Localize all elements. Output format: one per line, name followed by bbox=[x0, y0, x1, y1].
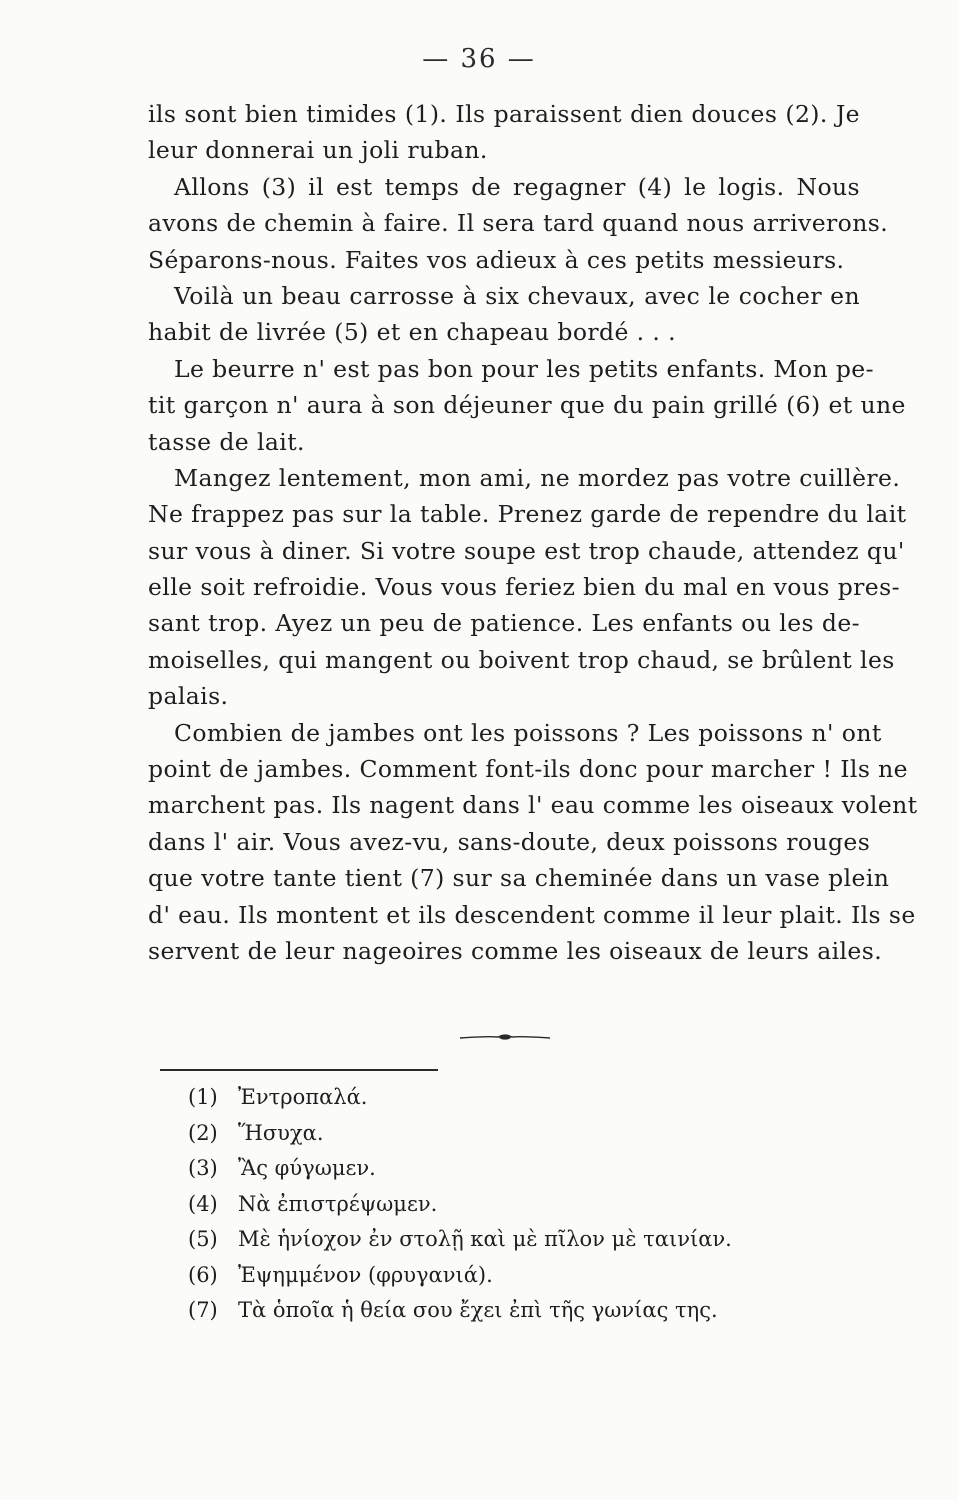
footnote-rule bbox=[160, 1069, 438, 1071]
footnote-number: (2) bbox=[188, 1120, 218, 1145]
text-line: tasse de lait. bbox=[148, 427, 305, 456]
text-line: sant trop. Ayez un peu de patience. Les enfants ou les de- bbox=[148, 609, 860, 638]
footnote-text: Τὰ ὁποῖα ἡ θεία σου ἔχει ἐπὶ τῆς γωνίας της. bbox=[238, 1298, 718, 1322]
footnote bbox=[188, 1293, 808, 1329]
text-line: Allons (3) il est temps de regagner (4) le logis. Nous bbox=[174, 172, 860, 201]
text-line: Ne frappez pas sur la table. Prenez garde de rependre du lait bbox=[148, 500, 907, 529]
text-line: sur vous à diner. Si votre soupe est trop chaude, attendez qu' bbox=[148, 536, 905, 565]
text-line: tit garçon n' aura à son déjeuner que du pain grillé (6) et une bbox=[148, 391, 906, 420]
text-line: que votre tante tient (7) sur sa cheminée dans un vase plein bbox=[148, 864, 890, 893]
text-line: ils sont bien timides (1). Ils paraissent dien douces (2). Je bbox=[148, 100, 860, 128]
footnote-number: (5) bbox=[188, 1227, 218, 1251]
text-line: marchent pas. Ils nagent dans l' eau comme les oiseaux volent bbox=[148, 791, 918, 820]
text-line: leur donnerai un joli ruban. bbox=[148, 136, 488, 165]
text-line: Combien de jambes ont les poissons ? Les poissons n' ont bbox=[174, 718, 882, 747]
footnote-text: Ἥσυχα. bbox=[238, 1120, 324, 1145]
text-line: d' eau. Ils montent et ils descendent comme il leur plait. Ils se bbox=[148, 900, 916, 929]
text-line: Séparons-nous. Faites vos adieux à ces petits messieurs. bbox=[148, 245, 845, 274]
page-number: — 36 — bbox=[422, 44, 536, 74]
footnote-text: Ἐψημμένον (φρυγανιά). bbox=[238, 1262, 493, 1287]
body-text bbox=[148, 96, 918, 969]
footnote-number: (7) bbox=[188, 1298, 218, 1322]
text-line: moiselles, qui mangent ou boivent trop chaud, se brûlent les bbox=[148, 645, 895, 674]
footnote-text: Μὲ ἡνίοχον ἐν στολῇ καὶ μὲ πῖλον μὲ ταινίαν. bbox=[238, 1227, 732, 1251]
footnote bbox=[188, 1151, 808, 1187]
text-line: Le beurre n' est pas bon pour les petits enfants. Mon pe- bbox=[174, 354, 874, 383]
text-line: dans l' air. Vous avez-vu, sans-doute, deux poissons rouges bbox=[148, 827, 871, 856]
footnotes bbox=[188, 1080, 808, 1329]
footnote-number: (4) bbox=[188, 1191, 218, 1216]
text-line: point de jambes. Comment font-ils donc pour marcher ! Ils ne bbox=[148, 755, 908, 784]
text-line: servent de leur nageoires comme les oiseaux de leurs ailes. bbox=[148, 936, 883, 965]
text-line: habit de livrée (5) et en chapeau bordé . . . bbox=[148, 318, 677, 347]
footnote bbox=[188, 1080, 808, 1116]
footnote-text: Νὰ ἐπιστρέψωμεν. bbox=[238, 1191, 438, 1216]
footnote-text: Ἂς φύγωμεν. bbox=[238, 1156, 376, 1180]
footnote bbox=[188, 1222, 808, 1258]
footnote-text: Ἐντροπαλά. bbox=[238, 1085, 368, 1109]
text-line: palais. bbox=[148, 682, 229, 711]
footnote bbox=[188, 1116, 808, 1152]
footnote-number: (1) bbox=[188, 1085, 218, 1109]
text-line: Mangez lentement, mon ami, ne mordez pas votre cuillère. bbox=[174, 463, 901, 492]
footnote-number: (6) bbox=[188, 1262, 218, 1287]
text-line: Voilà un beau carrosse à six chevaux, avec le cocher en bbox=[174, 281, 860, 310]
footnote bbox=[188, 1187, 808, 1223]
footnote bbox=[188, 1258, 808, 1294]
footnote-number: (3) bbox=[188, 1156, 218, 1180]
text-line: avons de chemin à faire. Il sera tard quand nous arriverons. bbox=[148, 209, 889, 238]
ornament-divider bbox=[458, 1032, 552, 1042]
text-line: elle soit refroidie. Vous vous feriez bien du mal en vous pres- bbox=[148, 573, 900, 602]
